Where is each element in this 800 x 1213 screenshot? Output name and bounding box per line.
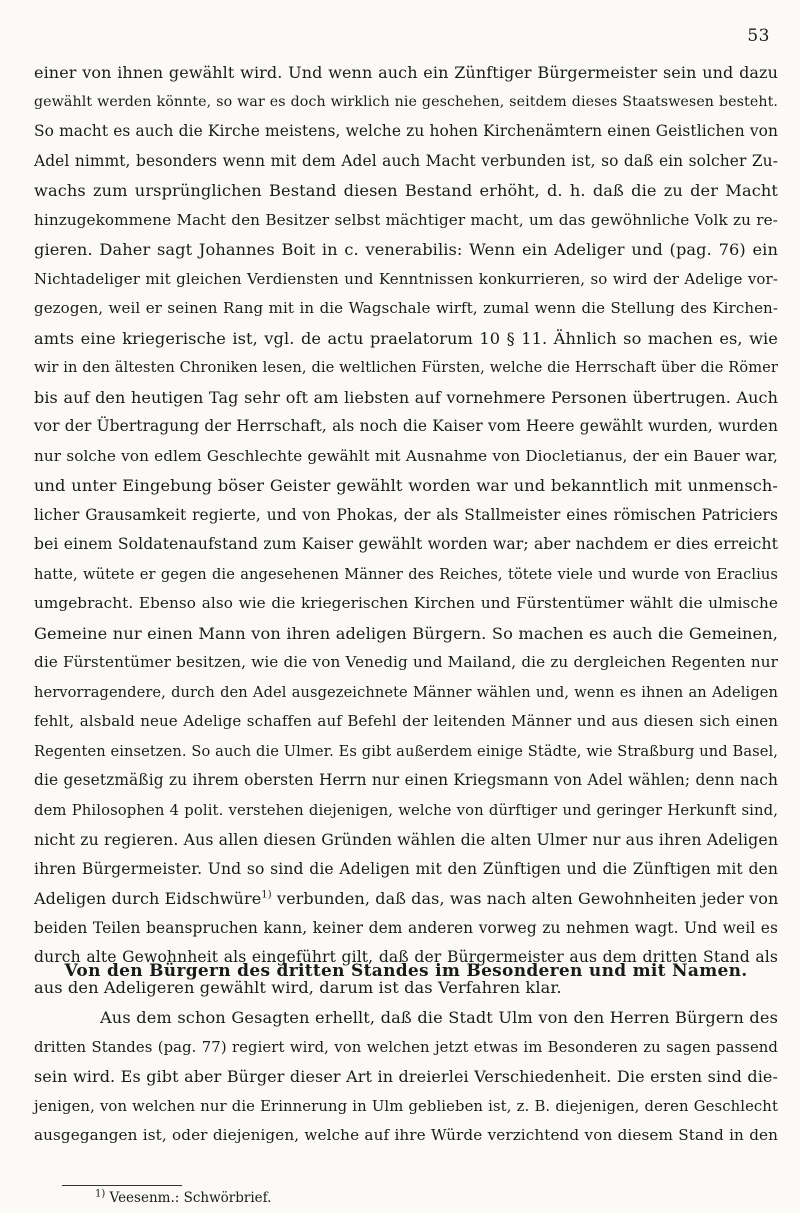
text-line: sein wird. Es gibt aber Bürger dieser Art in dreierlei Verschiedenheit. Die ersten sind die- [34, 1067, 778, 1086]
text-line: wachs zum ursprünglichen Bestand diesen Bestand erhöht, d. h. daß die zu der Macht [34, 181, 778, 200]
text-line: bis auf den heutigen Tag sehr oft am liebsten auf vornehmere Personen übertrugen. Auch [34, 387, 778, 407]
footnote [95, 1188, 271, 1208]
text-line: wir in den ältesten Chroniken lesen, die weltlichen Fürsten, welche die Herrschaft über die Römer [34, 359, 778, 376]
text-line: nur solche von edlem Geschlechte gewählt mit Ausnahme von Diocletianus, der ein Bauer war, [34, 446, 778, 465]
text-line: licher Grausamkeit regierte, und von Phokas, der als Stallmeister eines römischen Patriciers [34, 505, 778, 524]
text-line: gieren. Daher sagt Johannes Boit in c. venerabilis: Wenn ein Adeliger und (pag. 76) ein [34, 240, 778, 259]
text-line: aus den Adeligeren gewählt wird, darum ist das Verfahren klar. [34, 977, 562, 997]
footnote-text: Veesenm.: Schwörbrief. [105, 1190, 272, 1206]
text-line: durch alte Gewohnheit als eingeführt gilt, daß der Bürgermeister aus dem dritten Stand als [34, 948, 778, 966]
page-number: 53 [747, 26, 770, 46]
text-line: ausgegangen ist, oder diejenigen, welche auf ihre Würde verzichtend von diesem Stand in den [34, 1126, 778, 1144]
section-heading: Von den Bürgern des dritten Standes im Besonderen und mit Namen. [64, 961, 748, 981]
text-line: gezogen, weil er seinen Rang mit in die Wagschale wirft, zumal wenn die Stellung des Kirchen- [34, 299, 778, 317]
text-line: hervorragendere, durch den Adel ausgezeichnete Männer wählen und, wenn es ihnen an Adeligen [34, 683, 778, 701]
section-paragraph [34, 1003, 778, 1151]
main-paragraph [34, 58, 778, 1002]
text-line: dritten Standes (pag. 77) regiert wird, von welchen jetzt etwas im Besonderen zu sagen passend [34, 1038, 778, 1056]
text-line: hatte, wütete er gegen die angesehenen Männer des Reiches, tötete viele und wurde von Eraclius [34, 565, 778, 583]
text-line: die Fürstentümer besitzen, wie die von Venedig und Mailand, die zu dergleichen Regenten nur [34, 653, 778, 671]
text-line: fehlt, alsbald neue Adelige schaffen auf Befehl der leitenden Männer und aus diesen sich einen [34, 712, 778, 730]
text-line: Aus dem schon Gesagten erhellt, daß die Stadt Ulm von den Herren Bürgern des [100, 1008, 778, 1027]
text-line: nicht zu regieren. Aus allen diesen Gründen wählen die alten Ulmer nur aus ihren Adeligen [34, 830, 779, 849]
footnote-reference: 1) [261, 889, 272, 901]
text-line: amts eine kriegerische ist, vgl. de actu praelatorum 10 § 11. Ähnlich so machen es, wie [34, 328, 778, 348]
text-line: jenigen, von welchen nur die Erinnerung in Ulm geblieben ist, z. B. diejenigen, deren Geschlecht [34, 1097, 778, 1115]
text-line: umgebracht. Ebenso also wie die kriegerischen Kirchen und Fürstentümer wählt die ulmische [34, 594, 778, 612]
text-line: gewählt werden könnte, so war es doch wirklich nie geschehen, seitdem dieses Staatswesen besteht. [34, 93, 778, 110]
text-line: dem Philosophen 4 polit. verstehen diejenigen, welche von dürftiger und geringer Herkunft sind, [34, 801, 778, 819]
text-line: So macht es auch die Kirche meistens, welche zu hohen Kirchenämtern einen Geistlichen von [34, 122, 778, 140]
text-fragment: Adeligen durch Eidschwüre [34, 889, 262, 908]
text-line: beiden Teilen beanspruchen kann, keiner dem anderen vorweg zu nehmen wagt. Und weil es [34, 918, 778, 937]
text-fragment: verbunden, daß das, was nach alten Gewohnheiten jeder von [271, 889, 779, 908]
text-line: Nichtadeliger mit gleichen Verdiensten und Kenntnissen konkurrieren, so wird der Adelige vor- [34, 269, 778, 288]
footnote-divider [62, 1185, 182, 1186]
text-line: hinzugekommene Macht den Besitzer selbst mächtiger macht, um das gewöhnliche Volk zu re- [34, 210, 778, 229]
text-line: ihren Bürgermeister. Und so sind die Adeligen mit den Zünftigen und die Zünftigen mit den [34, 859, 778, 878]
text-line: Gemeine nur einen Mann von ihren adeligen Bürgern. So machen es auch die Gemeinen, [34, 623, 778, 643]
text-line: und unter Eingebung böser Geister gewählt worden war und bekanntlich mit unmensch- [34, 476, 778, 495]
footnote-marker: 1) [95, 1188, 106, 1200]
text-line: Regenten einsetzen. So auch die Ulmer. Es gibt außerdem einige Städte, wie Straßburg und Basel, [34, 742, 778, 760]
text-line: bei einem Soldatenaufstand zum Kaiser gewählt worden war; aber nachdem er dies erreicht [34, 535, 778, 553]
text-line: Adel nimmt, besonders wenn mit dem Adel auch Macht verbunden ist, so daß ein solcher Zu- [34, 151, 778, 170]
text-line: vor der Übertragung der Herrschaft, als noch die Kaiser vom Heere gewählt wurden, wurden [34, 417, 778, 435]
text-line: die gesetzmäßig zu ihrem obersten Herrn nur einen Kriegsmann von Adel wählen; denn nach [34, 771, 778, 789]
text-line: einer von ihnen gewählt wird. Und wenn auch ein Zünftiger Bürgermeister sein und dazu [34, 63, 778, 82]
text-line-with-footnote [34, 884, 778, 914]
